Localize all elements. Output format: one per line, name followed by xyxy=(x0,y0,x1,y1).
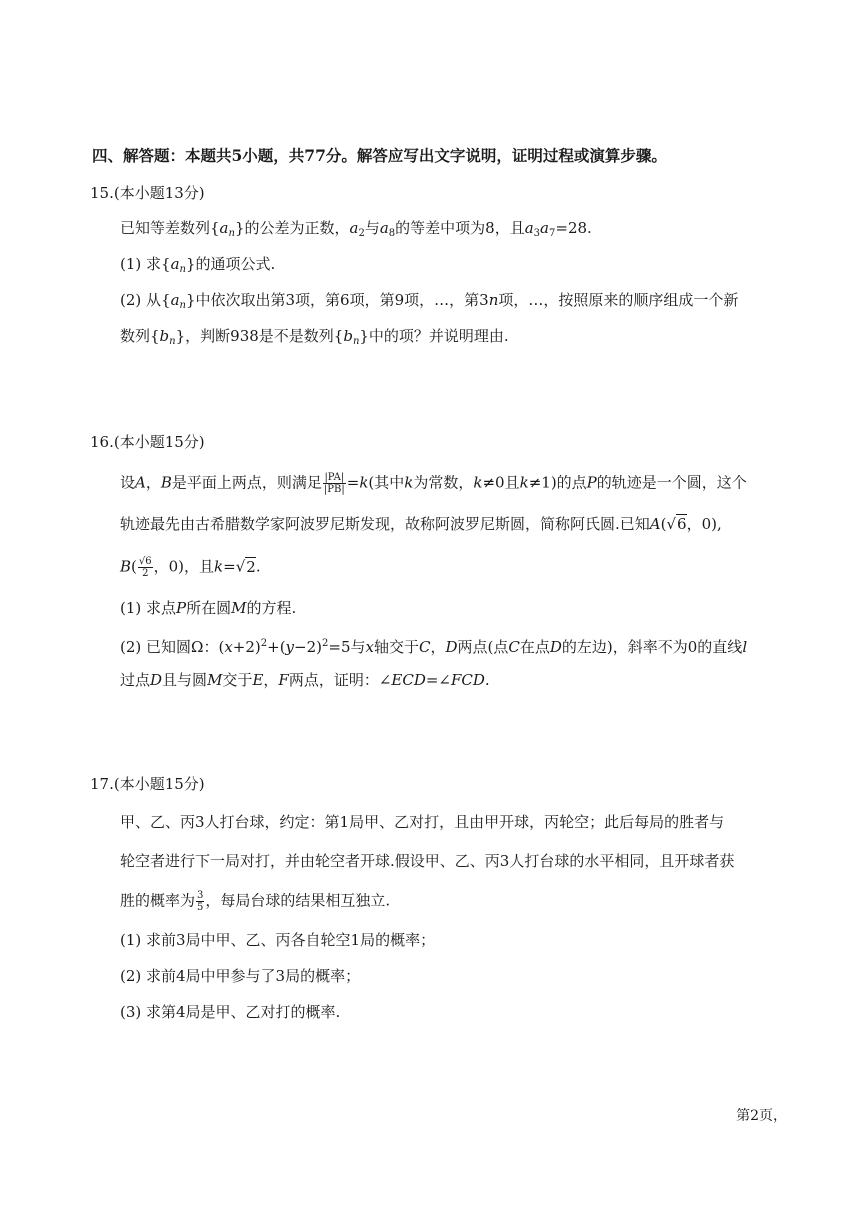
q17-heading: 17.(本小题15分) xyxy=(90,775,205,793)
q17-stem-line3: 胜的概率为 $\frac{3}{5}$ ，每局台球的结果相互独立. xyxy=(120,890,391,913)
q16-stem-line1: 设A，B是平面上两点，则满足 $\frac{|PA|}{|PB|}$ =k(其中k为常数，k≠0且k≠1)的点P的轨迹是一个圆，这个 xyxy=(120,472,747,495)
q15-stem: 已知等差数列$\{a_n\}$的公差为正数，$a_2$与$a_8$的等差中项为8，且$a_3a_7=28$. xyxy=(120,219,592,239)
q15-part2-line1: (2) 从$\{a_n\}$中依次取出第3项，第6项，第9项，…，第3n项，…，按照原来的顺序组成一个新 xyxy=(120,291,739,311)
ratio-fraction: $\frac{|PA|}{|PB|}$ xyxy=(323,472,345,495)
page-number: 第2页， xyxy=(736,1108,787,1124)
q16-part1: (1) 求点P所在圆M的方程. xyxy=(120,599,297,617)
q17-part2: (2) 求前4局中甲参与了3局的概率； xyxy=(120,967,361,985)
section-title: 四、解答题：本题共5小题，共77分。解答应写出文字说明，证明过程或演算步骤。 xyxy=(92,146,667,165)
q15-heading: 15.(本小题13分) xyxy=(90,184,205,202)
q16-stem-line3: B( $\frac{√6}{2}$ ，0)，且k=√2. xyxy=(120,556,261,579)
q16-part2-line2: 过点D且与圆M交于E，F两点，证明：∠ECD=∠FCD. xyxy=(120,671,490,689)
q17-part3: (3) 求第4局是甲、乙对打的概率. xyxy=(120,1003,341,1021)
q15-part1: (1) 求$\{a_n\}$的通项公式. xyxy=(120,255,276,275)
q16-heading: 16.(本小题15分) xyxy=(90,433,205,451)
q16-part2-line1: (2) 已知圆Ω：$(x+2)^2+(y-2)^2=5$与x轴交于C，D两点(点C在点D的左边)，斜率不为0的直线l xyxy=(120,638,748,656)
q17-stem-line2: 轮空者进行下一局对打，并由轮空者开球.假设甲、乙、丙3人打台球的水平相同，且开球者获 xyxy=(120,852,735,870)
q15-part2-line2: 数列$\{b_n\}$，判断938是不是数列$\{b_n\}$中的项？并说明理由. xyxy=(120,327,509,347)
q17-part1: (1) 求前3局中甲、乙、丙各自轮空1局的概率； xyxy=(120,931,436,949)
q17-stem-line1: 甲、乙、丙3人打台球，约定：第1局甲、乙对打，且由甲开球，丙轮空；此后每局的胜者与 xyxy=(120,813,725,831)
probability-fraction: $\frac{3}{5}$ xyxy=(197,890,204,913)
q16-stem-line2: 轨迹最先由古希腊数学家阿波罗尼斯发现，故称阿波罗尼斯圆，简称阿氏圆.已知A(√6，0), xyxy=(120,515,722,533)
point-b-fraction: $\frac{√6}{2}$ xyxy=(138,556,152,579)
